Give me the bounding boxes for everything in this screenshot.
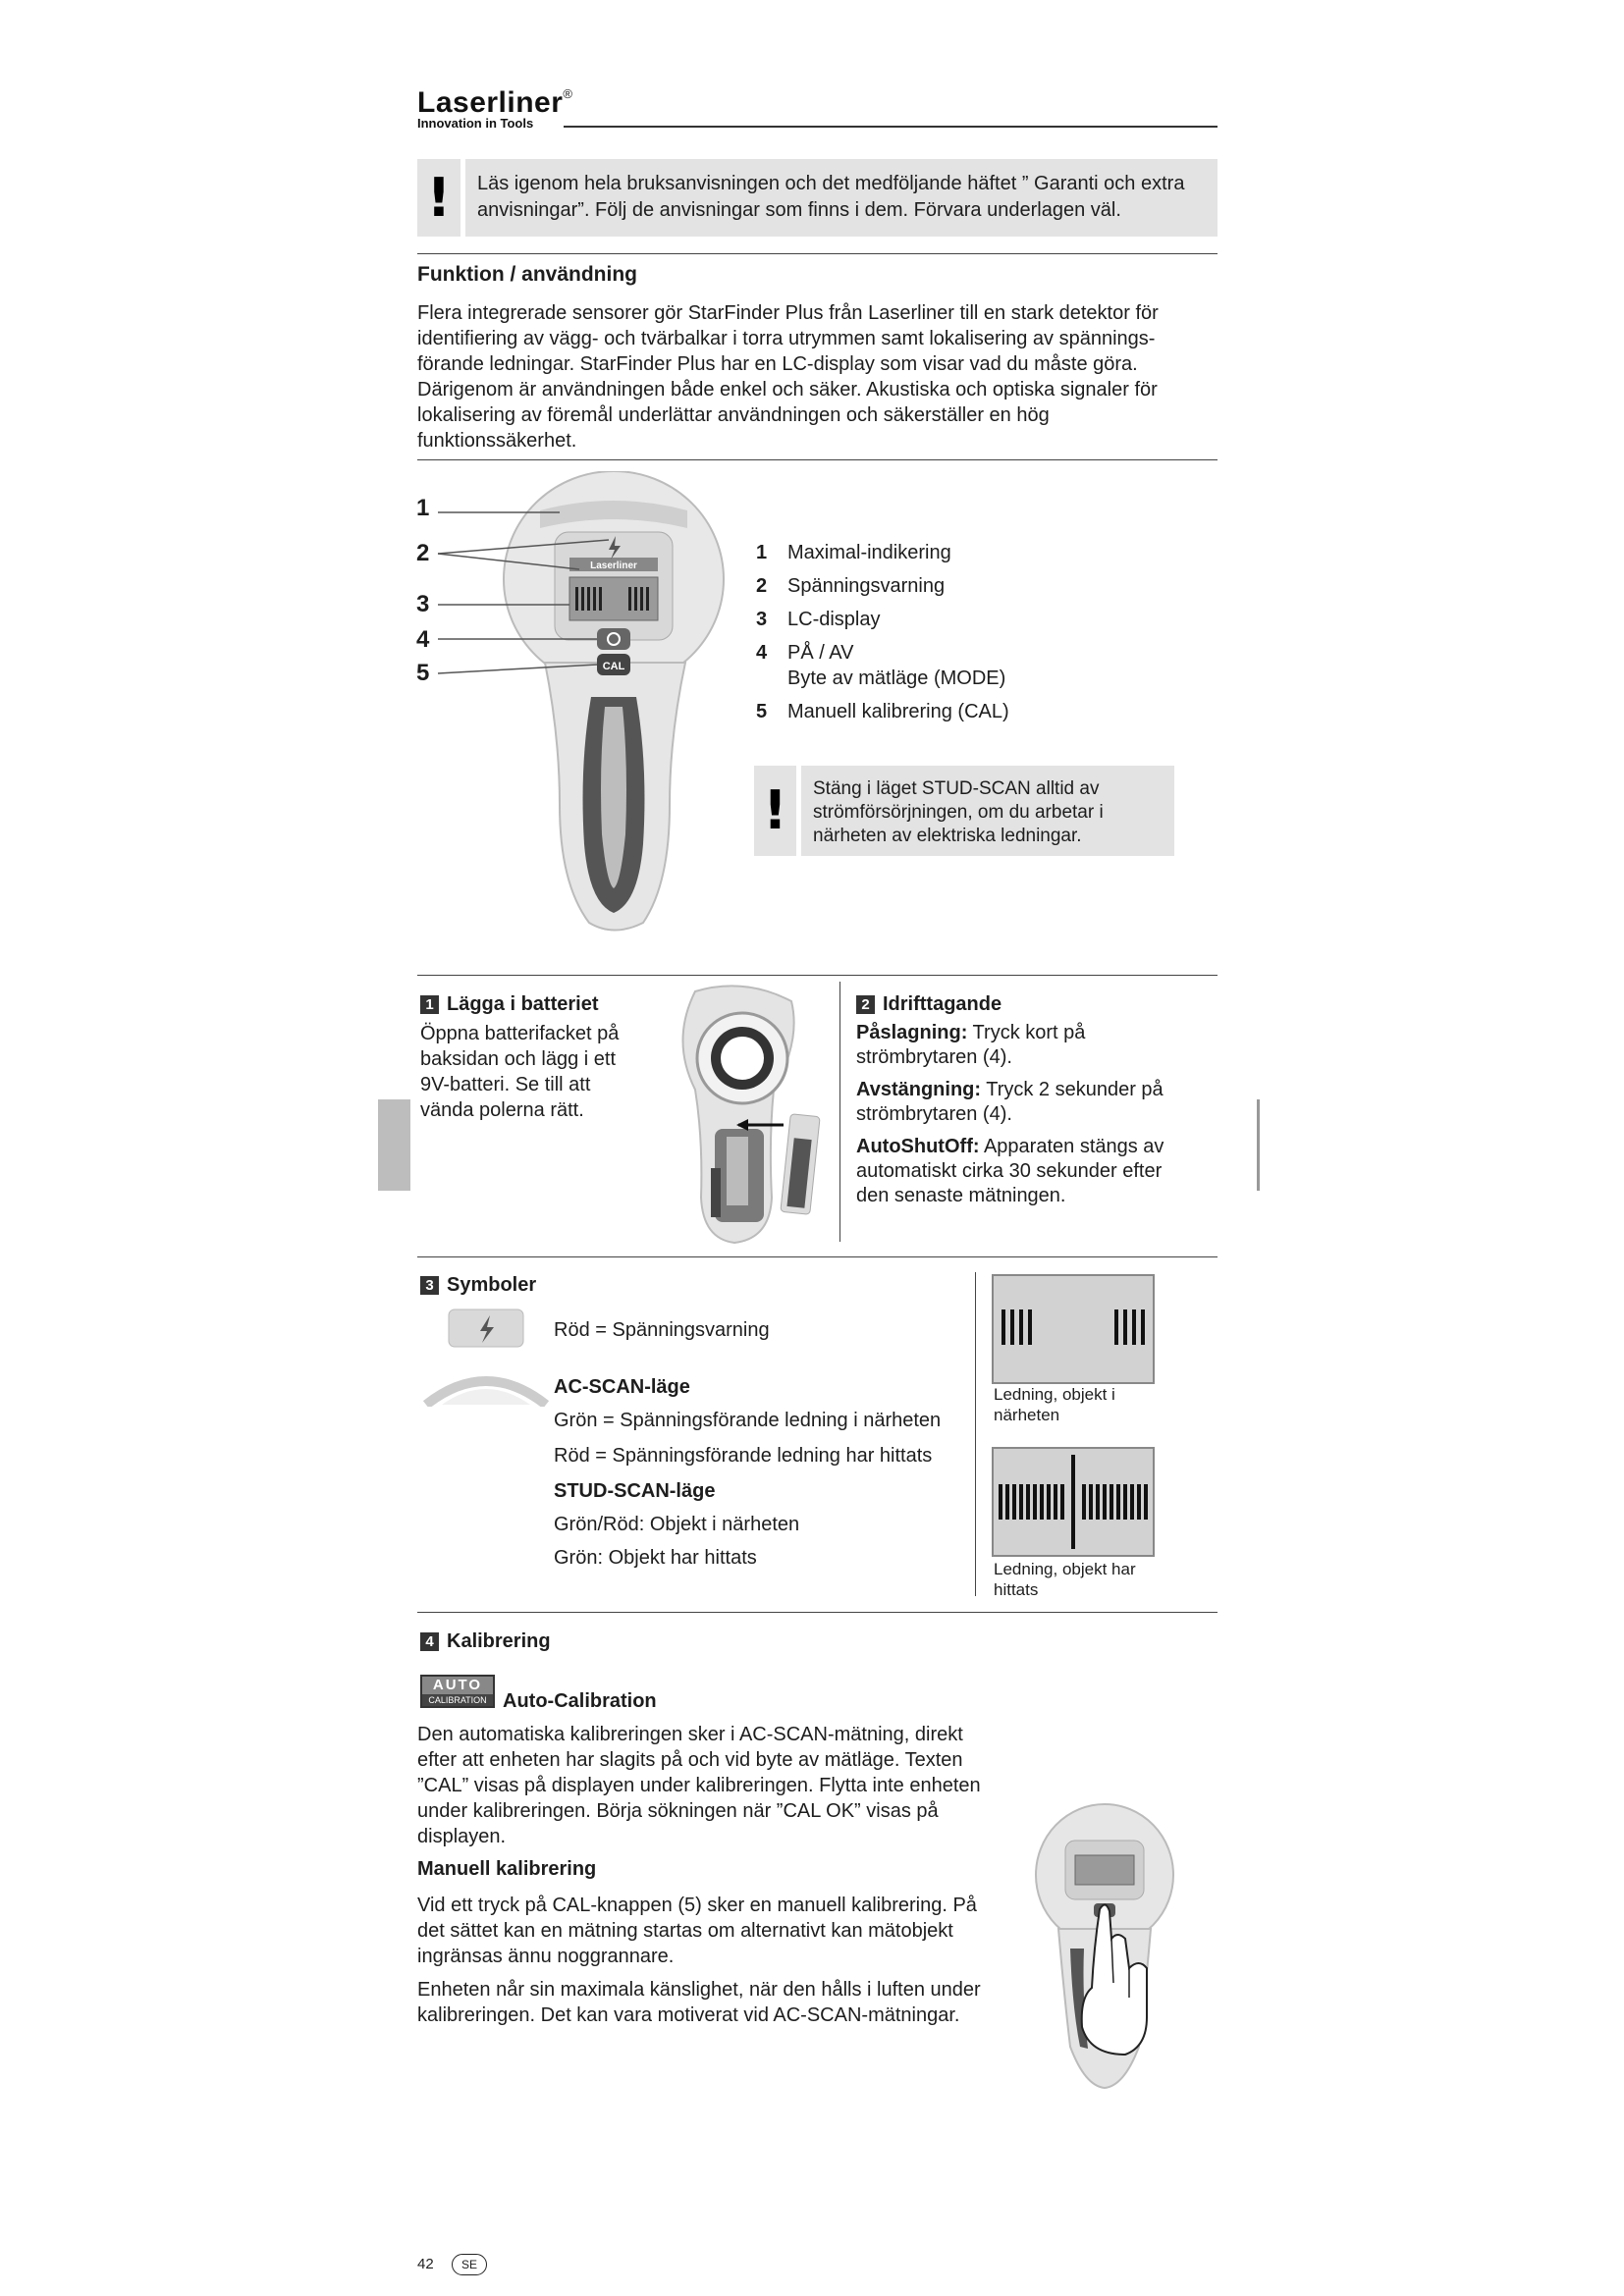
item-text: Tryck kort på strömbrytaren (4). bbox=[856, 1022, 1086, 1068]
section2-item bbox=[856, 1078, 1170, 1127]
item-label: AutoShutOff: bbox=[856, 1136, 980, 1157]
device-brand-text: Laserliner bbox=[590, 561, 637, 571]
lcd-bars-left bbox=[999, 1484, 1064, 1520]
lcd-center-marker bbox=[1071, 1455, 1075, 1549]
legend-number: 4 bbox=[756, 642, 768, 664]
section1-heading bbox=[420, 993, 598, 1016]
stud-scan-title: STUD-SCAN-läge bbox=[554, 1480, 716, 1502]
badge-top-text: AUTO bbox=[422, 1677, 493, 1694]
section-number-badge: 1 bbox=[420, 995, 439, 1014]
lcd-display-nearby bbox=[992, 1274, 1155, 1384]
symbol-red-text: Röd = Spänningsvarning bbox=[554, 1319, 770, 1341]
voltage-warning-symbol bbox=[447, 1306, 525, 1351]
stud-scan-line2: Grön: Objekt har hittats bbox=[554, 1547, 757, 1569]
warning-mark-box bbox=[417, 159, 460, 237]
legend-number: 5 bbox=[756, 701, 768, 722]
stud-scan-line1: Grön/Röd: Objekt i närheten bbox=[554, 1514, 800, 1535]
battery-figure bbox=[676, 982, 823, 1247]
callout-3: 3 bbox=[416, 591, 430, 617]
brand-logo bbox=[417, 86, 572, 131]
page-number: 42 bbox=[417, 2256, 434, 2272]
display1-caption: Ledning, objekt i närheten bbox=[994, 1385, 1115, 1424]
lcd-bars-left bbox=[1001, 1309, 1032, 1345]
legend-text: LC-display bbox=[787, 609, 881, 630]
display2-caption: Ledning, objekt har hittats bbox=[994, 1560, 1136, 1599]
callout-4: 4 bbox=[416, 626, 430, 653]
auto-calibration-badge bbox=[420, 1675, 495, 1708]
legend-text: Manuell kalibrering (CAL) bbox=[787, 701, 1009, 722]
hand-pressing-device-figure bbox=[1031, 1801, 1178, 2096]
item-text: Tryck 2 sekunder på strömbrytaren (4). bbox=[856, 1079, 1164, 1125]
ac-scan-ring-symbol bbox=[422, 1367, 550, 1407]
manual-calibration-body-2: Enheten når sin maximala känslighet, när den hålls i luften under kalibreringen. Det kan vara motiverat vid AC-SCAN-mätningar. bbox=[417, 1979, 981, 2026]
ac-scan-green: Grön = Spänningsförande ledning i närheten bbox=[554, 1410, 942, 1431]
divider bbox=[417, 253, 1218, 254]
section1-body: Öppna batterifacket på baksidan och lägg i ett 9V-batteri. Se till att vända polerna rätt. bbox=[420, 1023, 620, 1121]
warning-icon: ! bbox=[426, 166, 452, 229]
legend-number: 2 bbox=[756, 575, 768, 597]
header-rule bbox=[564, 126, 1218, 128]
section-number-badge: 2 bbox=[856, 995, 875, 1014]
symbol-text-block bbox=[554, 1374, 966, 1571]
language-code: SE bbox=[460, 2258, 477, 2271]
item-label: Avstängning: bbox=[856, 1079, 982, 1100]
cal-button-text: CAL bbox=[602, 661, 625, 672]
section4-title: Kalibrering bbox=[447, 1630, 551, 1652]
legend-text: PÅ / AV bbox=[787, 642, 854, 664]
section1-title: Lägga i batteriet bbox=[447, 993, 599, 1015]
divider bbox=[417, 1256, 1218, 1257]
callout-5: 5 bbox=[416, 660, 430, 686]
legend-text: Spänningsvarning bbox=[787, 575, 946, 597]
item-label: Påslagning: bbox=[856, 1022, 968, 1043]
divider bbox=[417, 975, 1218, 976]
manual-calibration-title: Manuell kalibrering bbox=[417, 1858, 597, 1880]
section2-body bbox=[856, 1021, 1170, 1208]
callout-2: 2 bbox=[416, 540, 430, 566]
section4-heading bbox=[420, 1630, 551, 1653]
section2-title: Idrifttagande bbox=[883, 993, 1002, 1015]
registered-mark: ® bbox=[563, 86, 573, 101]
auto-calibration-body: Den automatiska kalibreringen sker i AC-SCAN-mätning, direkt efter att enheten har slagits på och vid byte av mätläge. Texten ”CAL” visas på displayen under kalibreringen. Flytta inte enheten under kalibreringen. Börja sökningen när ”CAL OK” visas på displayen. bbox=[417, 1724, 981, 1847]
section-number-badge: 3 bbox=[420, 1276, 439, 1295]
divider bbox=[417, 1612, 1218, 1613]
column-divider bbox=[839, 982, 840, 1242]
section3-title: Symboler bbox=[447, 1274, 537, 1296]
section3-heading bbox=[420, 1274, 536, 1297]
section2-item bbox=[856, 1135, 1170, 1208]
section2-item bbox=[856, 1021, 1170, 1070]
right-edge-mark bbox=[1257, 1099, 1260, 1191]
legend-text-secondary: Byte av mätläge (MODE) bbox=[787, 667, 1006, 689]
warning-top-text: Läs igenom hela bruksanvisningen och det medföljande häftet ” Garanti och extra anvisningar”. Följ de anvisningar som finns i dem. Förvara underlagen väl. bbox=[477, 173, 1185, 221]
warning-mark-box bbox=[754, 766, 796, 856]
item-text: Apparaten stängs av automatiskt cirka 30 sekunder efter den senaste mätningen. bbox=[856, 1136, 1164, 1206]
device-figure bbox=[412, 471, 746, 942]
legend-item bbox=[756, 540, 1009, 565]
ac-scan-title: AC-SCAN-läge bbox=[554, 1376, 690, 1398]
warning-top-box bbox=[465, 159, 1218, 237]
auto-calibration-title: Auto-Calibration bbox=[503, 1690, 657, 1712]
legend-item bbox=[756, 699, 1009, 724]
manual-calibration-body-1: Vid ett tryck på CAL-knappen (5) sker en manuell kalibrering. På det sättet kan en mätning startas om alternativt kan mätobjekt ingränsas ännu noggrannare. bbox=[417, 1895, 977, 1967]
legend-text: Maximal-indikering bbox=[787, 542, 951, 563]
ac-scan-red: Röd = Spänningsförande ledning har hittats bbox=[554, 1445, 933, 1467]
lcd-display-found bbox=[992, 1447, 1155, 1557]
section2-heading bbox=[856, 993, 1001, 1016]
language-badge bbox=[452, 2254, 487, 2275]
callout-1: 1 bbox=[416, 495, 430, 521]
function-title: Funktion / användning bbox=[417, 263, 637, 286]
legend-number: 3 bbox=[756, 609, 768, 630]
brand-tagline: Innovation in Tools bbox=[417, 116, 534, 131]
brand-name: Laserliner bbox=[417, 86, 564, 119]
lcd-bars-right bbox=[1114, 1309, 1145, 1345]
legend-item bbox=[756, 607, 1009, 632]
legend-item bbox=[756, 640, 1009, 691]
legend-number: 1 bbox=[756, 542, 768, 563]
side-thumb-tab bbox=[378, 1099, 410, 1191]
legend-item bbox=[756, 573, 1009, 599]
warning-icon: ! bbox=[763, 779, 787, 841]
lcd-bars-right bbox=[1082, 1484, 1148, 1520]
badge-bottom-text: CALIBRATION bbox=[422, 1694, 493, 1706]
warning-mid-box bbox=[801, 766, 1174, 856]
column-divider bbox=[975, 1272, 976, 1596]
device-legend bbox=[756, 540, 1009, 724]
section-number-badge: 4 bbox=[420, 1632, 439, 1651]
warning-mid-text: Stäng i läget STUD-SCAN alltid av strömförsörjningen, om du arbetar i närheten av elektriska ledningar. bbox=[813, 778, 1104, 846]
divider bbox=[417, 459, 1218, 460]
function-body: Flera integrerade sensorer gör StarFinder Plus från Laserliner till en stark detektor för identifiering av vägg- och tvärbalkar i torra utrymmen samt lokalisering av spännings-förande ledningar. StarFinder Plus har en LC-display som visar vad du måste göra. Därigenom är användningen både enkel och säker. Akustiska och optiska signaler för lokalisering av föremål underlättar användningen och säkerställer en hög funktionssäkerhet. bbox=[417, 302, 1159, 452]
